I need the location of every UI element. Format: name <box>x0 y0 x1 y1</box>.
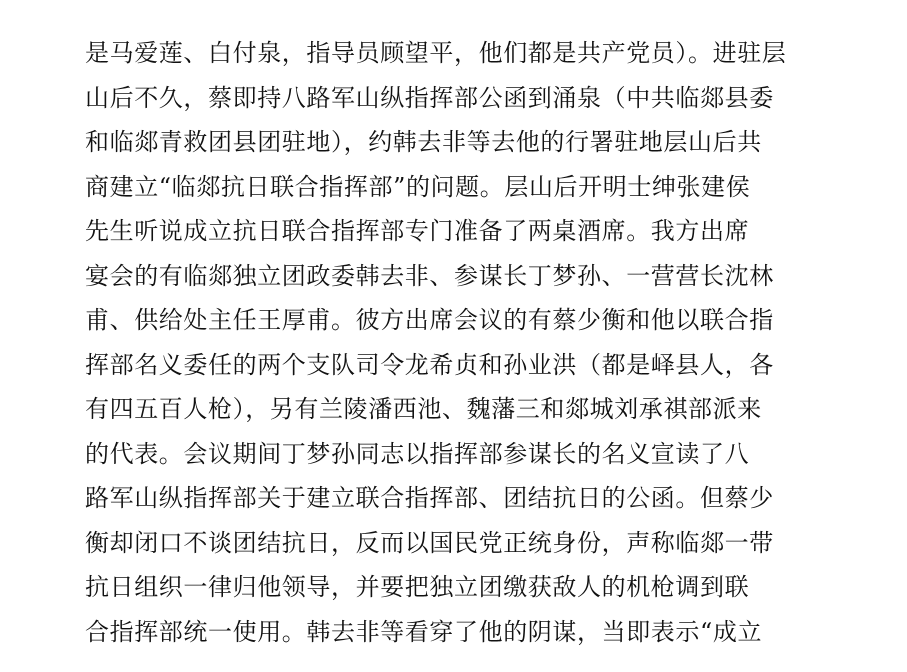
body-text <box>85 31 845 654</box>
text-line: 衡却闭口不谈团结抗日，反而以国民党正统身份，声称临郯一带 <box>85 528 774 557</box>
text-line: 路军山纵指挥部关于建立联合指挥部、团结抗日的公函。但蔡少 <box>85 484 774 512</box>
text-line: 是马爱莲、白付泉，指导员顾望平，他们都是共产党员）。进驻层 <box>85 39 787 67</box>
text-line: 抗日组织一律归他领导，并要把独立团缴获敌人的机枪调到联 <box>85 573 750 601</box>
text-line: 宴会的有临郯独立团政委韩去非、参谋长丁梦孙、一营营长沈林 <box>85 261 774 290</box>
text-line: 山后不久，蔡即持八路军山纵指挥部公函到涌泉（中共临郯县委 <box>85 83 774 112</box>
text-line: 的代表。会议期间丁梦孙同志以指挥部参谋长的名义宣读了八 <box>85 439 750 468</box>
text-line: 有四五百人枪），另有兰陵潘西池、魏藩三和郯城刘承祺部派来 <box>85 395 762 423</box>
text-line: 合指挥部统一使用。韩去非等看穿了他的阴谋，当即表示“成立 <box>85 617 763 646</box>
text-line: 商建立“临郯抗日联合指挥部”的问题。层山后开明士绅张建侯 <box>85 172 751 201</box>
text-line: 甫、供给处主任王厚甫。彼方出席会议的有蔡少衡和他以联合指 <box>85 306 774 334</box>
text-line: 和临郯青救团县团驻地），约韩去非等去他的行署驻地层山后共 <box>85 128 762 156</box>
text-line: 挥部名义委任的两个支队司令龙希贞和孙业洪（都是峄县人，各 <box>85 350 774 379</box>
text-line: 先生听说成立抗日联合指挥部专门准备了两桌酒席。我方出席 <box>85 217 750 245</box>
